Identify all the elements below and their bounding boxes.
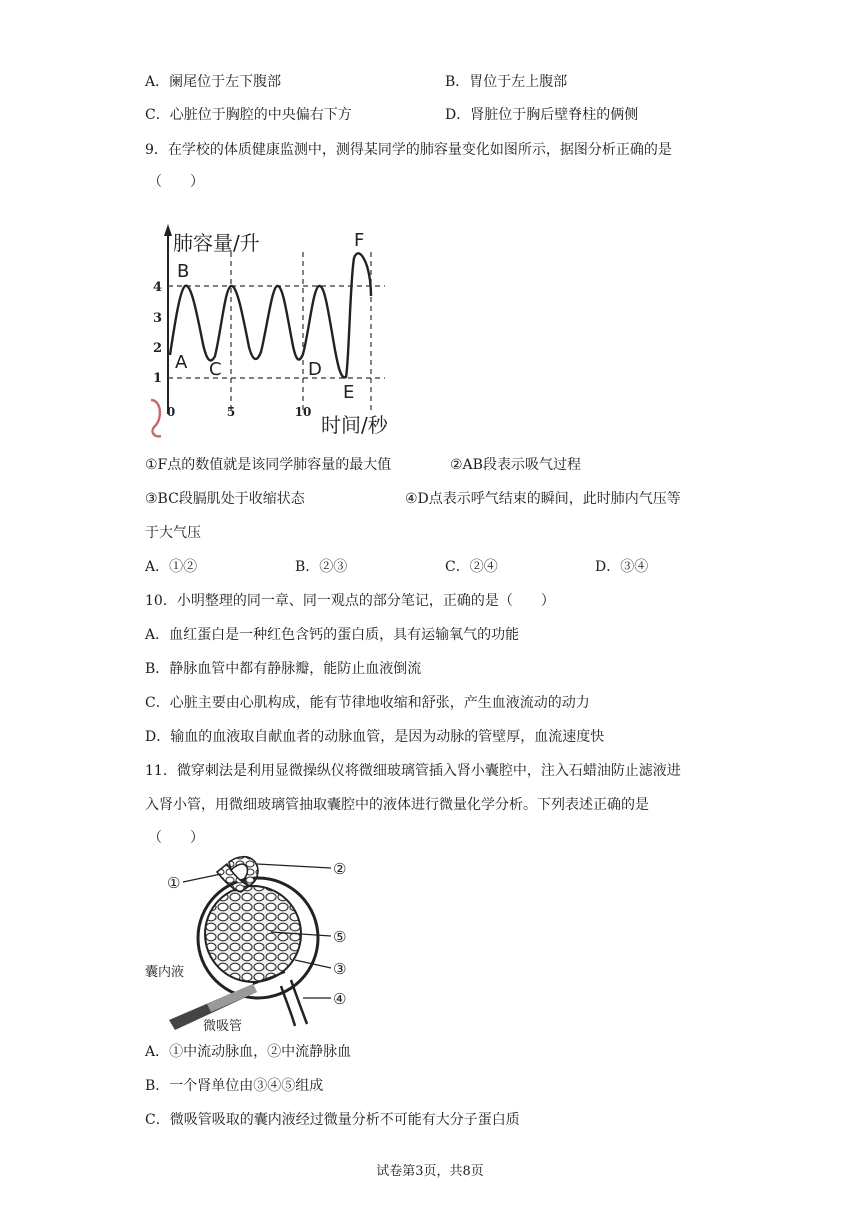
leader-1 (183, 874, 221, 882)
q11-stem-line1: 11．微穿刺法是利用显微操纵仪将微细玻璃管插入肾小囊腔中，注入石蜡油防止滤液进 (145, 763, 681, 779)
q9-statement-4-line2: 于大气压 (145, 525, 201, 541)
q9-statement-1: ①F点的数值就是该同学肺容量的最大值 (145, 457, 392, 473)
q10-option-c: C．心脏主要由心肌构成，能有节律地收缩和舒张，产生血液流动的动力 (145, 695, 590, 711)
page-footer: 试卷第3页，共8页 (376, 1164, 484, 1179)
point-label-d: D (308, 359, 322, 380)
q9-stem-line2: （ ） (148, 174, 204, 190)
tubule-wall-2 (281, 986, 295, 1026)
q8-option-b: B．胃位于左上腹部 (445, 74, 568, 90)
q8-option-c: C．心脏位于胸腔的中央偏右下方 (145, 107, 352, 123)
q11-option-b: B．一个肾单位由③④⑤组成 (145, 1078, 324, 1094)
q9-statement-4-line1: ④D点表示呼气结束的瞬间，此时肺内气压等 (405, 491, 681, 507)
marker-3: ③ (333, 960, 347, 978)
q10-option-a: A．血红蛋白是一种红色含钙的蛋白质，具有运输氧气的功能 (145, 627, 520, 643)
y-tick-2: 2 (152, 341, 162, 356)
q9-option-a: A．①② (145, 559, 198, 575)
x-tick-10: 10 (294, 405, 312, 419)
q9-statement-3: ③BC段膈肌处于收缩状态 (145, 491, 305, 507)
q10-option-b: B．静脉血管中都有静脉瓣，能防止血液倒流 (145, 661, 422, 677)
marker-4: ④ (333, 990, 347, 1008)
glomerulus (205, 886, 301, 982)
q11-option-a: A．①中流动脉血，②中流静脉血 (145, 1044, 352, 1060)
q9-stem-line1: 9．在学校的体质健康监测中，测得某同学的肺容量变化如图所示，据图分析正确的是 (145, 142, 672, 158)
y-axis-arrow (164, 224, 172, 236)
q11-stem-line3: （ ） (148, 830, 204, 846)
y-tick-3: 3 (152, 311, 162, 326)
q9-option-b: B．②③ (295, 559, 348, 575)
q10-option-d: D．输血的血液取自献血者的动脉血管，是因为动脉的管壁厚，血流速度快 (145, 729, 605, 745)
y-tick-4: 4 (152, 280, 162, 295)
label-capsule-fluid: 囊内液 (145, 965, 185, 980)
point-label-b: B (177, 261, 190, 282)
marker-1: ① (167, 874, 181, 892)
q11-stem-line2: 入肾小管，用微细玻璃管抽取囊腔中的液体进行微量化学分析。下列表述正确的是 (145, 797, 649, 813)
q9-option-d: D．③④ (595, 559, 649, 575)
point-label-f: F (354, 230, 365, 251)
q9-option-c: C．②④ (445, 559, 498, 575)
marker-2: ② (333, 860, 347, 878)
squiggle-mark (151, 400, 161, 436)
q8-option-a: A．阑尾位于左下腹部 (145, 74, 282, 90)
q11-option-c: C．微吸管吸取的囊内液经过微量分析不可能有大分子蛋白质 (145, 1112, 520, 1128)
lung-volume-curve (170, 253, 371, 377)
point-label-e: E (343, 382, 355, 403)
y-axis-title: 肺容量/升 (173, 231, 260, 255)
x-axis-title: 时间/秒 (321, 413, 388, 437)
marker-5: ⑤ (333, 928, 347, 946)
nephron-diagram (145, 852, 365, 1032)
lung-volume-chart (145, 222, 415, 442)
label-micropipette: 微吸管 (203, 1019, 243, 1032)
q9-statement-2: ②AB段表示吸气过程 (450, 457, 581, 473)
point-label-a: A (175, 352, 188, 373)
y-tick-1: 1 (152, 371, 162, 386)
q10-stem: 10．小明整理的同一章、同一观点的部分笔记，正确的是（ ） (145, 593, 555, 609)
q8-option-d: D．肾脏位于胸后壁脊柱的俩侧 (445, 107, 639, 123)
leader-2 (257, 864, 331, 868)
x-tick-5: 5 (226, 405, 236, 419)
x-tick-0: 0 (166, 405, 176, 419)
point-label-c: C (209, 359, 222, 380)
